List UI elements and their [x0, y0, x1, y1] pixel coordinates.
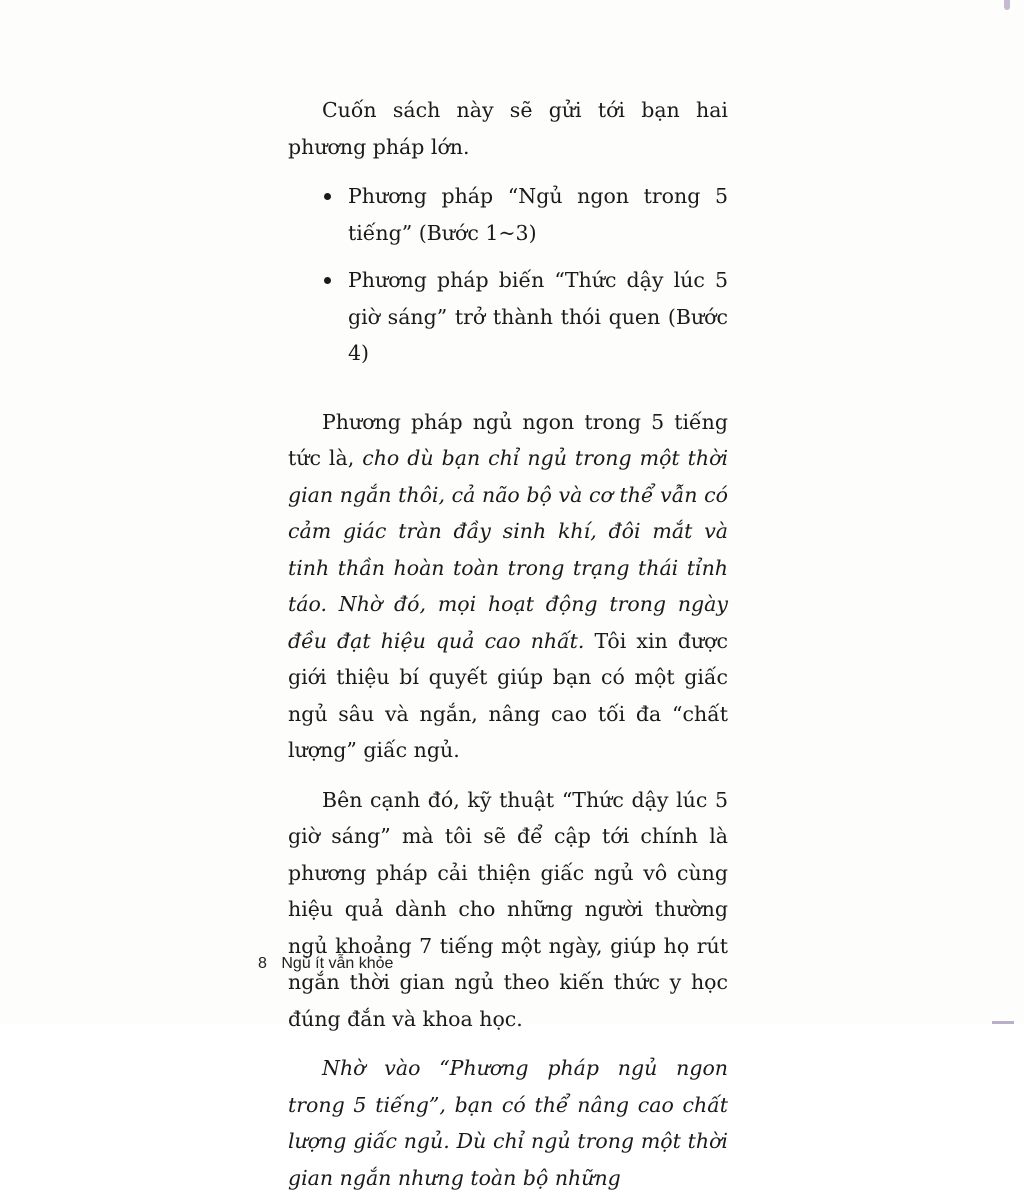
bullet-icon — [324, 277, 331, 284]
method-paragraph — [288, 404, 728, 769]
page-edge-mark — [1004, 0, 1010, 10]
closing-paragraph — [288, 1050, 728, 1196]
page-footer — [258, 955, 393, 973]
list-item-text: Phương pháp “Ngủ ngon trong 5 tiếng” (Bước 1~3) — [348, 184, 728, 245]
book-title: Ngủ ít vẫn khỏe — [281, 955, 394, 972]
intro-paragraph: Cuốn sách này sẽ gửi tới bạn hai phương pháp lớn. — [288, 98, 728, 159]
page-edge-mark-bottom — [992, 1021, 1014, 1024]
page-number: 8 — [258, 955, 267, 972]
paragraph-lead: Phương pháp ngủ ngon trong 5 tiếng tức là, — [288, 409, 728, 470]
list-item — [288, 262, 728, 372]
paragraph-emphasis: cho dù bạn chỉ ngủ trong một thời gian ngắn thôi, cả não bộ và cơ thể vẫn có cảm giác tràn đầy sinh khí, đôi mắt và tinh thần hoàn toàn trong trạng thái tỉnh táo. Nhờ đó, mọi hoạt động trong ngày đều đạt hiệu quả cao nhất. — [288, 446, 728, 653]
technique-paragraph: Bên cạnh đó, kỹ thuật “Thức dậy lúc 5 giờ sáng” mà tôi sẽ để cập tới chính là phương pháp cải thiện giấc ngủ vô cùng hiệu quả dành cho những người thường ngủ khoảng 7 tiếng một ngày, giúp họ rút ngắn thời gian ngủ theo kiến thức y học đúng đắn và khoa học. — [288, 787, 728, 1031]
list-item — [288, 178, 728, 251]
closing-emphasis: Nhờ vào “Phương pháp ngủ ngon trong 5 tiếng”, bạn có thể nâng cao chất lượng giấc ngủ. Dù chỉ ngủ trong một thời gian ngắn nhưng toàn bộ những — [288, 1056, 728, 1190]
list-item-text: Phương pháp biến “Thức dậy lúc 5 giờ sáng” trở thành thói quen (Bước 4) — [348, 268, 728, 365]
bullet-icon — [324, 193, 331, 200]
body-text — [288, 92, 728, 1196]
method-list — [288, 178, 728, 372]
paragraph-tail: Tôi xin được giới thiệu bí quyết giúp bạn có một giấc ngủ sâu và ngắn, nâng cao tối đa “chất lượng” giấc ngủ. — [288, 628, 728, 762]
